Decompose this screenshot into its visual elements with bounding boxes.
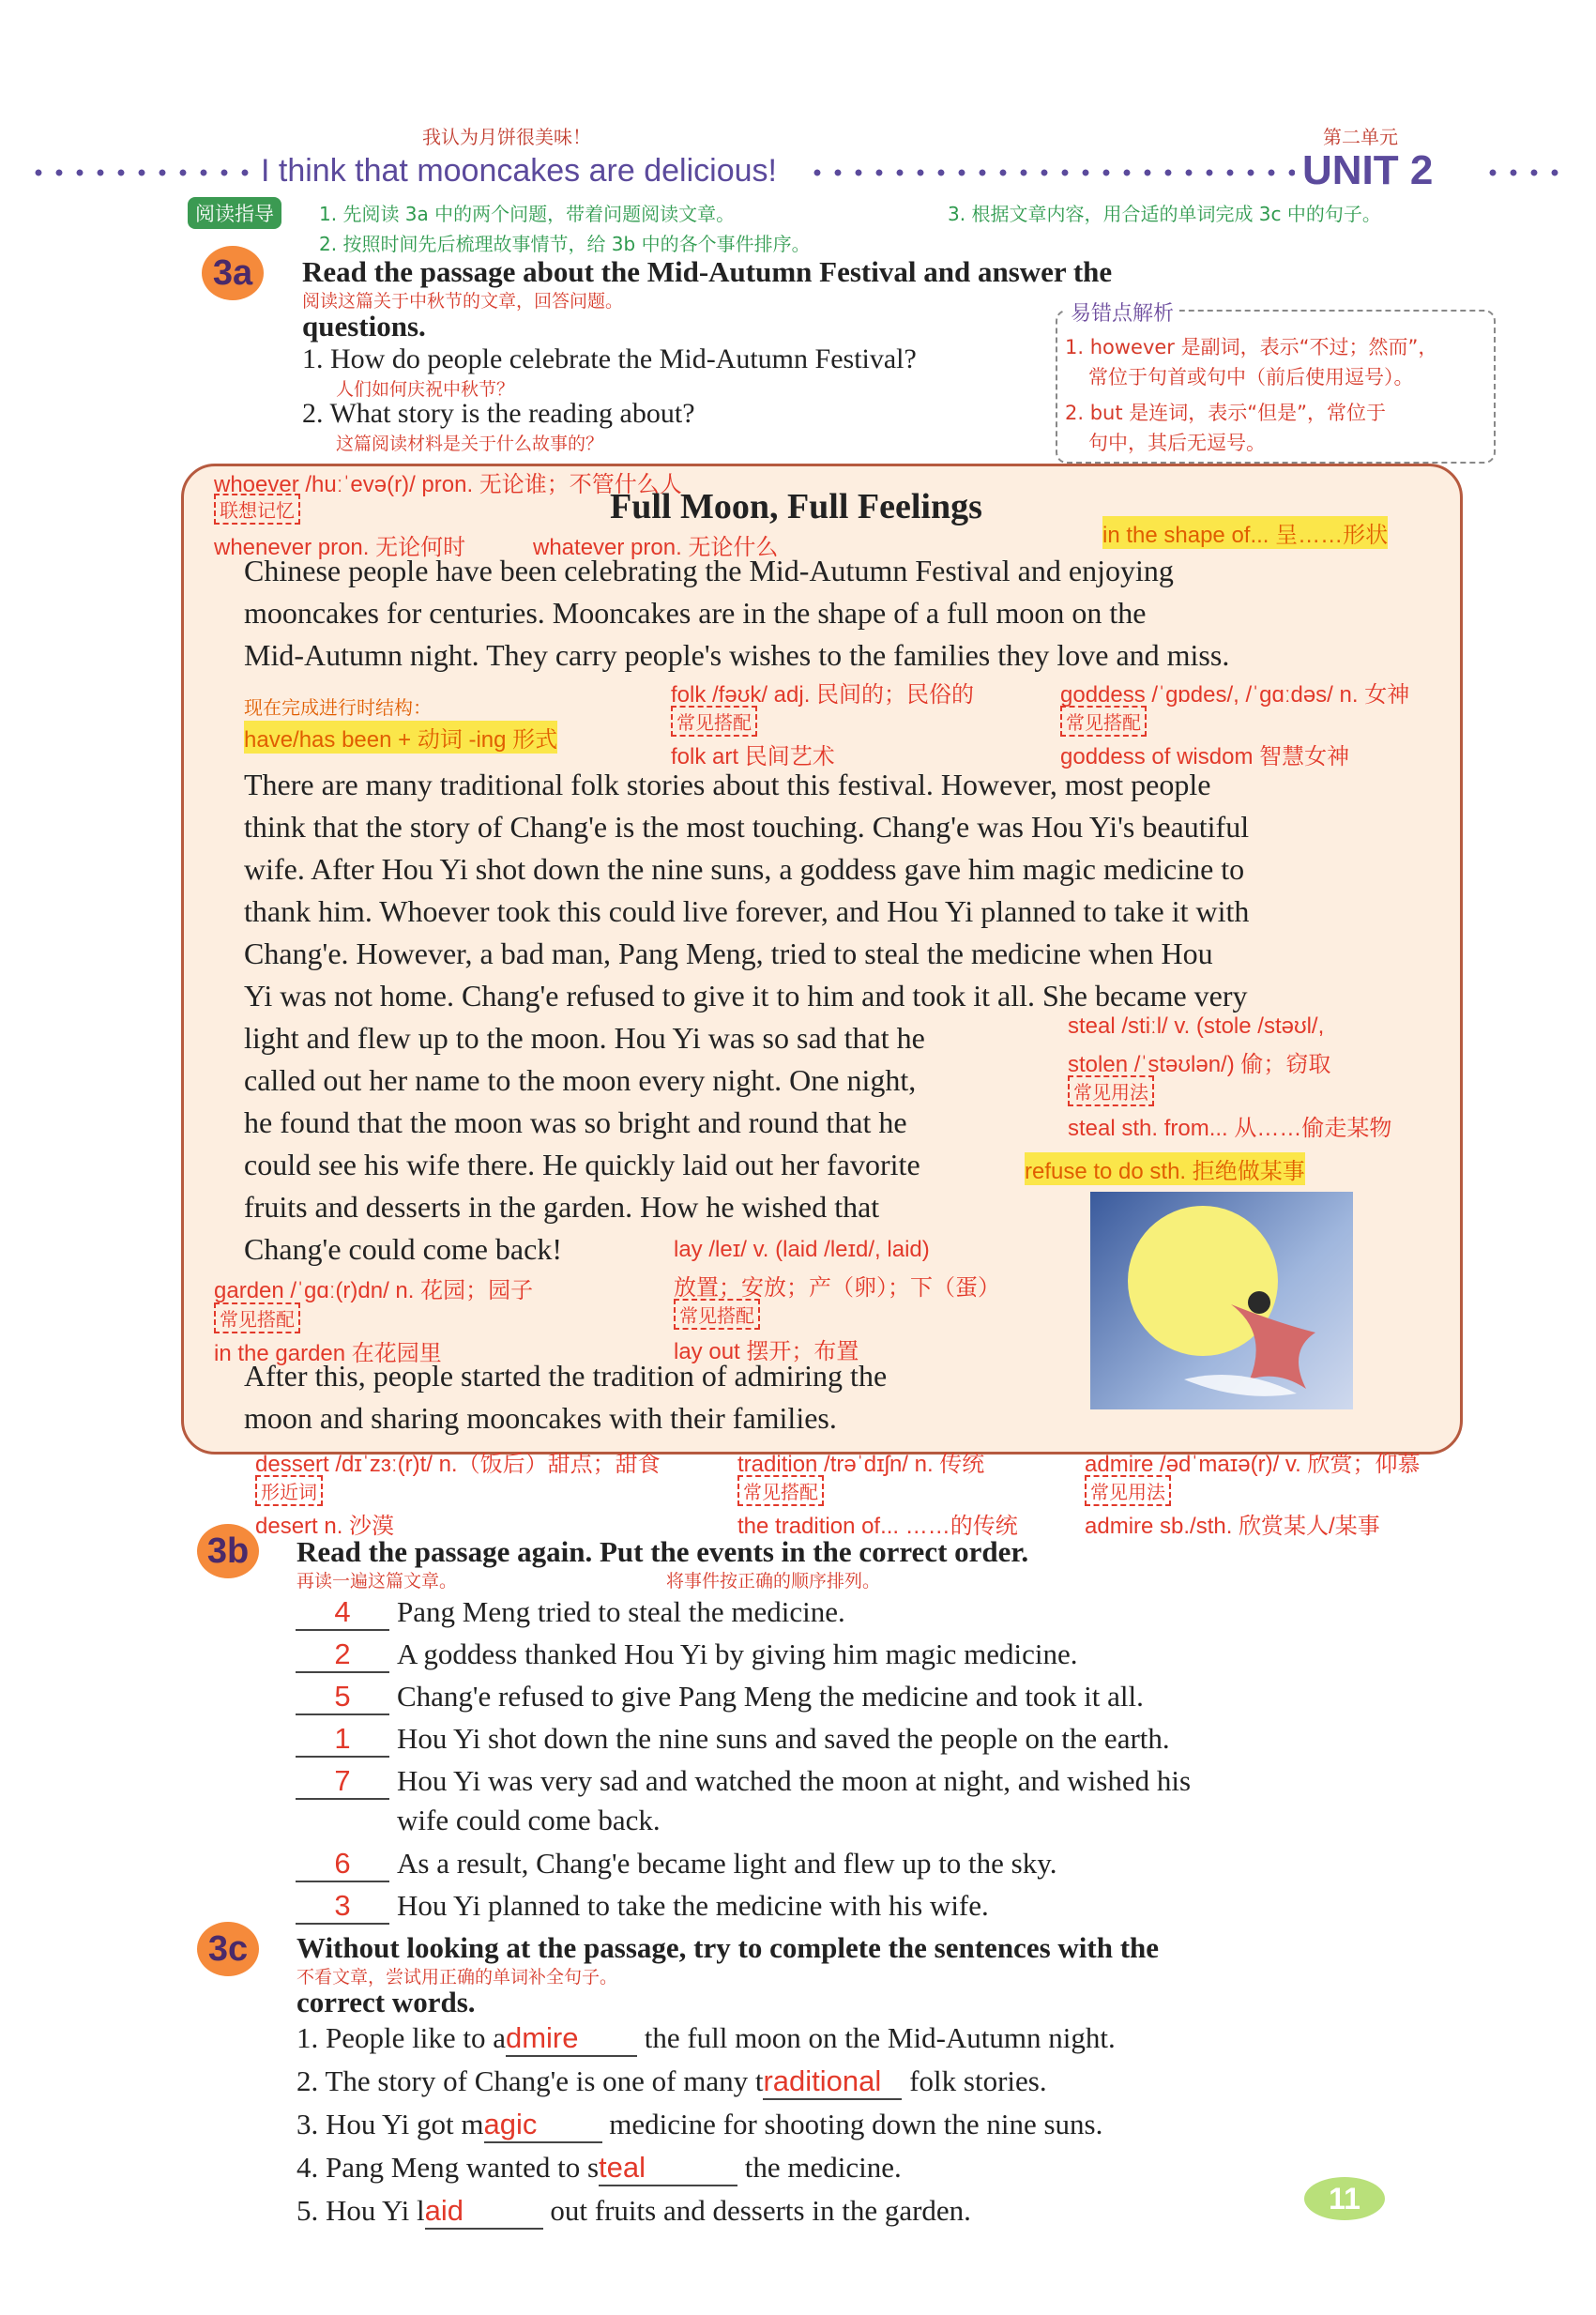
passage-line-1: Chinese people have been celebrating the Mid-Autumn Festival and enjoying (244, 554, 1174, 587)
header-dots-left (28, 169, 253, 176)
fill-sentence-post: the medicine. (737, 2151, 902, 2184)
note-tradition: tradition /trəˈdɪʃn/ n. 传统 (737, 1452, 985, 1477)
page-number: 11 (1304, 2177, 1385, 2220)
tag-admire-yongfa: 常见用法 (1085, 1475, 1171, 1506)
order-item-text: Chang'e refused to give Pang Meng the medicine and took it all. (397, 1680, 1144, 1713)
note-lay: lay /leɪ/ v. (laid /leɪd/, laid) (674, 1237, 930, 1262)
order-answer-blank[interactable]: 4 (296, 1595, 389, 1631)
passage-title: Full Moon, Full Feelings (610, 487, 982, 526)
error-analysis-title: 易错点解析 (1065, 297, 1179, 327)
guide-1: 1. 先阅读 3a 中的两个问题，带着问题阅读文章。 (319, 203, 736, 225)
fill-sentence-pre: 2. The story of Chang'e is one of many t (296, 2064, 764, 2097)
unit-label: UNIT 2 (1302, 147, 1434, 193)
order-item (296, 1595, 845, 1631)
order-answer-blank[interactable]: 1 (296, 1722, 389, 1758)
fill-sentence (296, 2194, 971, 2230)
note-folk-tag (671, 706, 757, 737)
section-3a-instruction-cn: 阅读这篇关于中秋节的文章，回答问题。 (302, 291, 624, 312)
passage-line-11: called out her name to the moon every night. One night, (244, 1063, 917, 1097)
error-1a: 1. however 是副词，表示“不过；然而”， (1065, 336, 1438, 358)
passage-line-13: could see his wife there. He quickly laid out her favorite (244, 1148, 920, 1181)
tag-tradition-dapei: 常见搭配 (737, 1475, 824, 1506)
passage-line-15: Chang'e could come back! (244, 1232, 562, 1266)
tag-xingjinci: 形近词 (255, 1475, 323, 1506)
note-lianxiang (214, 494, 300, 525)
fill-sentence-post: folk stories. (902, 2064, 1047, 2097)
order-item (296, 1847, 1056, 1882)
order-item-text: As a result, Chang'e became light and flew up to the sky. (397, 1847, 1057, 1880)
header-cn-left: 我认为月饼很美味！ (422, 126, 591, 148)
passage-line-12: he found that the moon was so bright and round that he (244, 1105, 907, 1139)
section-3c-instruction-2: correct words. (296, 1986, 476, 2018)
reading-guide-tag: 阅读指导 (188, 197, 281, 229)
error-2b: 句中，其后无逗号。 (1088, 432, 1266, 454)
passage-line-14: fruits and desserts in the garden. How he wished that (244, 1190, 880, 1224)
note-whatever: whatever pron. 无论什么 (533, 535, 779, 560)
fill-sentence-pre: 3. Hou Yi got m (296, 2108, 484, 2140)
section-3a-instruction: Read the passage about the Mid-Autumn Festival and answer the (302, 255, 1113, 288)
fill-sentence-post: medicine for shooting down the nine suns. (601, 2108, 1103, 2140)
order-item-text: A goddess thanked Hou Yi by giving him magic medicine. (397, 1637, 1078, 1670)
note-admire: admire /ədˈmaɪə(r)/ v. 欣赏；仰慕 (1085, 1452, 1421, 1477)
passage-line-6: wife. After Hou Yi shot down the nine suns, a goddess gave him magic medicine to (244, 852, 1245, 886)
note-lay-out: lay out 摆开；布置 (674, 1339, 859, 1364)
note-desert: desert n. 沙漠 (255, 1514, 395, 1539)
section-3c-instruction: Without looking at the passage, try to complete the sentences with the (296, 1931, 1160, 1964)
guide-2: 2. 按照时间先后梳理故事情节，给 3b 中的各个事件排序。 (319, 233, 811, 255)
header-title: I think that mooncakes are delicious! (261, 153, 777, 189)
note-refuse: refuse to do sth. 拒绝做某事 (1025, 1152, 1305, 1185)
fill-sentence (296, 2064, 1047, 2100)
section-3b-cn-1: 再读一遍这篇文章。 (296, 1571, 458, 1592)
note-goddess: goddess /ˈɡɒdes/, /ˈɡɑːdəs/ n. 女神 (1060, 682, 1410, 708)
order-answer-blank[interactable]: 5 (296, 1680, 389, 1715)
note-tradition-tag (737, 1475, 824, 1506)
note-steal-from: steal sth. from... 从……偷走某物 (1068, 1116, 1392, 1141)
section-3b-instruction: Read the passage again. Put the events in the correct order. (296, 1535, 1029, 1568)
fill-answer-blank[interactable]: dmire (506, 2021, 637, 2057)
order-answer-blank[interactable]: 7 (296, 1764, 389, 1800)
fill-sentence (296, 2108, 1102, 2143)
fill-sentence (296, 2021, 1116, 2057)
tag-lay-dapei: 常见搭配 (674, 1299, 760, 1330)
order-item (296, 1889, 989, 1925)
fill-answer-blank[interactable]: aid (425, 2194, 543, 2230)
note-garden-tag (214, 1302, 300, 1333)
header-dots-mid (807, 169, 1295, 176)
order-answer-blank[interactable]: 3 (296, 1889, 389, 1925)
passage-line-2: mooncakes for centuries. Mooncakes are in the shape of a full moon on the (244, 596, 1147, 630)
note-shape: in the shape of... 呈……形状 (1102, 516, 1388, 549)
change-moon-illustration (1090, 1192, 1353, 1409)
guide-3: 3. 根据文章内容，用合适的单词完成 3c 中的句子。 (948, 203, 1381, 225)
note-tradition-of: the tradition of... ……的传统 (737, 1514, 1018, 1539)
question-1-cn: 人们如何庆祝中秋节？ (336, 379, 515, 400)
passage-line-7: thank him. Whoever took this could live forever, and Hou Yi planned to take it with (244, 894, 1250, 928)
fill-answer-blank[interactable]: agic (484, 2108, 602, 2143)
order-item (296, 1764, 1191, 1800)
error-2a: 2. but 是连词，表示“但是”，常位于 (1065, 402, 1387, 424)
note-garden: garden /ˈɡɑː(r)dn/ n. 花园；园子 (214, 1278, 534, 1303)
order-item (296, 1804, 661, 1837)
section-3b-badge: 3b (197, 1524, 259, 1578)
section-3b-cn-2: 将事件按正确的顺序排列。 (666, 1571, 881, 1592)
section-3a-instruction-2: questions. (302, 310, 426, 343)
order-answer-blank[interactable]: 6 (296, 1847, 389, 1882)
order-answer-blank[interactable]: 2 (296, 1637, 389, 1673)
header-dots-right (1482, 169, 1567, 176)
note-goddess-wisdom: goddess of wisdom 智慧女神 (1060, 744, 1350, 769)
fill-sentence-pre: 5. Hou Yi l (296, 2194, 425, 2227)
order-item-text: Hou Yi shot down the nine suns and saved the people on the earth. (397, 1722, 1170, 1755)
tag-steal-yongfa: 常见用法 (1068, 1075, 1154, 1106)
question-2: 2. What story is the reading about? (302, 398, 695, 429)
note-pp-title: 现在完成进行时结构： (244, 696, 432, 719)
note-lay-cn: 放置；安放；产（卵）；下（蛋） (674, 1275, 1000, 1301)
note-goddess-tag (1060, 706, 1147, 737)
note-lay-tag (674, 1299, 760, 1330)
note-admire-sb: admire sb./sth. 欣赏某人/某事 (1085, 1514, 1380, 1539)
fill-sentence-pre: 4. Pang Meng wanted to s (296, 2151, 600, 2184)
tag-garden-dapei: 常见搭配 (214, 1302, 300, 1333)
order-item (296, 1680, 1144, 1715)
fill-sentence-post: out fruits and desserts in the garden. (542, 2194, 971, 2227)
fill-answer-blank[interactable]: teal (599, 2151, 737, 2186)
note-steal-tag (1068, 1075, 1154, 1106)
fill-answer-blank[interactable]: raditional (763, 2064, 902, 2100)
order-item (296, 1722, 1170, 1758)
note-folk-art: folk art 民间艺术 (671, 744, 835, 769)
order-item-text: Hou Yi was very sad and watched the moon at night, and wished his (397, 1764, 1192, 1797)
order-item-text: Hou Yi planned to take the medicine with his wife. (397, 1889, 989, 1922)
note-admire-tag (1085, 1475, 1171, 1506)
note-dessert: dessert /dɪˈzɜː(r)t/ n.（饭后）甜点；甜食 (255, 1452, 661, 1477)
note-stolen: stolen /ˈstəʊlən/) 偷；窃取 (1068, 1052, 1331, 1077)
passage-line-17: moon and sharing mooncakes with their families. (244, 1401, 837, 1435)
tag-lianxiang: 联想记忆 (214, 494, 300, 525)
note-dessert-tag (255, 1475, 323, 1506)
passage-line-9: Yi was not home. Chang'e refused to give it to him and took it all. She became very (244, 979, 1248, 1013)
note-in-garden: in the garden 在花园里 (214, 1341, 442, 1366)
error-1b: 常位于句首或句中（前后使用逗号）。 (1088, 366, 1414, 388)
tag-goddess-dapei: 常见搭配 (1060, 706, 1147, 737)
fill-sentence (296, 2151, 902, 2186)
fill-sentence-pre: 1. People like to a (296, 2021, 506, 2054)
note-steal: steal /stiːl/ v. (stole /stəʊl/, (1068, 1013, 1325, 1039)
tag-folk-dapei: 常见搭配 (671, 706, 757, 737)
order-item-text: Pang Meng tried to steal the medicine. (397, 1595, 845, 1628)
passage-line-4: There are many traditional folk stories about this festival. However, most people (244, 768, 1211, 801)
passage-line-10: light and flew up to the moon. Hou Yi was so sad that he (244, 1021, 925, 1055)
order-item-text: wife could come back. (397, 1804, 661, 1836)
note-whenever: whenever pron. 无论何时 (214, 535, 466, 560)
note-whoever: whoever /huːˈevə(r)/ pron. 无论谁；不管什么人 (214, 472, 682, 497)
order-item (296, 1637, 1078, 1673)
fill-sentence-post: the full moon on the Mid-Autumn night. (636, 2021, 1116, 2054)
passage-line-3: Mid-Autumn night. They carry people's wishes to the families they love and miss. (244, 638, 1230, 672)
question-1: 1. How do people celebrate the Mid-Autumn Festival? (302, 343, 917, 374)
passage-line-5: think that the story of Chang'e is the most touching. Chang'e was Hou Yi's beautiful (244, 810, 1250, 844)
header-cn-right: 第二单元 (1323, 126, 1398, 148)
section-3c-badge: 3c (197, 1922, 259, 1976)
passage-line-16: After this, people started the tradition of admiring the (244, 1359, 888, 1393)
section-3c-instruction-cn: 不看文章，尝试用正确的单词补全句子。 (296, 1967, 618, 1988)
passage-line-8: Chang'e. However, a bad man, Pang Meng, tried to steal the medicine when Hou (244, 937, 1213, 970)
note-folk: folk /fəʊk/ adj. 民间的；民俗的 (671, 682, 975, 708)
section-3a-badge: 3a (202, 246, 264, 300)
question-2-cn: 这篇阅读材料是关于什么故事的？ (336, 434, 604, 454)
note-pp-form: have/has been + 动词 -ing 形式 (244, 721, 557, 754)
